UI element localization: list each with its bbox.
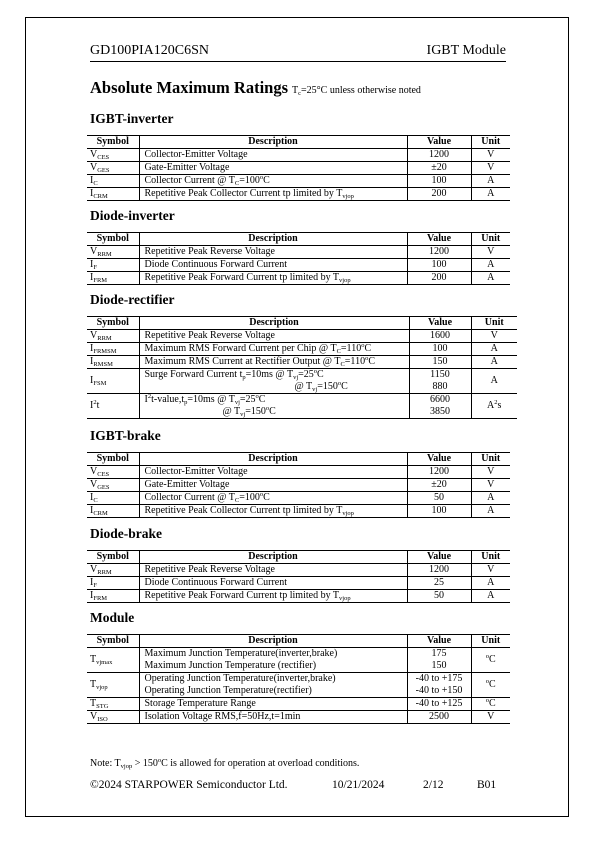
col-description: Description — [139, 233, 407, 246]
title-condition: $T_c=25^\circ C$ unless otherwise noted — [292, 85, 421, 97]
table-row — [87, 246, 510, 259]
footnote: Note: $T_{vjop} > 150^oC$ is allowed for operation at overload conditions. — [90, 757, 360, 770]
unit-cell: A — [471, 272, 510, 285]
col-description: Description — [139, 317, 409, 330]
footer-revision: B01 — [477, 779, 497, 791]
symbol-cell: $V_{RRM}$ — [87, 246, 139, 259]
description-cell: Repetitive Peak Forward Current tp limited by $T_{vjop}$ — [139, 272, 407, 285]
col-description: Description — [139, 136, 407, 149]
value-cell: 150 — [409, 356, 471, 369]
table-row — [87, 369, 517, 394]
value-cell: 1200 — [407, 246, 471, 259]
symbol-cell: $T_{vjop}$ — [87, 673, 139, 698]
symbol-cell: $I_F$ — [87, 577, 139, 590]
symbol-cell: $V_{RRM}$ — [87, 330, 139, 343]
part-number: GD100PIA120C6SN — [90, 43, 210, 58]
description-cell: Collector Current @ $T_C=100^oC$ — [139, 492, 407, 505]
description-cell: Diode Continuous Forward Current — [139, 259, 407, 272]
col-value: Value — [407, 635, 471, 648]
value-cell: 1200 — [407, 149, 471, 162]
col-symbol: Symbol — [87, 136, 139, 149]
col-symbol: Symbol — [87, 317, 139, 330]
value-cell: 2500 — [407, 711, 471, 724]
unit-cell: V — [471, 711, 510, 724]
description-cell: $I^2t-value,t_p=10ms$ @ $T_{vj}=25^oC$ @ $T_{vj}=150^oC$ — [139, 394, 409, 419]
table-row — [87, 479, 510, 492]
description-cell: Repetitive Peak Reverse Voltage — [139, 564, 407, 577]
col-description: Description — [139, 635, 407, 648]
value-cell: 6600 3850 — [409, 394, 471, 419]
description-cell: Gate-Emitter Voltage — [139, 162, 407, 175]
description-cell: Isolation Voltage RMS,f=50Hz,t=1min — [139, 711, 407, 724]
unit-cell: $A^2s$ — [471, 394, 517, 419]
unit-cell: A — [471, 356, 517, 369]
table-row — [87, 590, 510, 603]
col-symbol: Symbol — [87, 551, 139, 564]
unit-cell: V — [471, 479, 510, 492]
value-cell: ±20 — [407, 162, 471, 175]
value-cell: 200 — [407, 272, 471, 285]
description-cell: Maximum RMS Forward Current per Chip @ $T_C=110^oC$ — [139, 343, 409, 356]
table-row — [87, 673, 510, 698]
unit-cell: A — [471, 590, 510, 603]
value-cell: ±20 — [407, 479, 471, 492]
unit-cell: A — [471, 492, 510, 505]
unit-cell: $^o$C — [471, 698, 510, 711]
table-row — [87, 564, 510, 577]
table-row — [87, 711, 510, 724]
unit-cell: V — [471, 162, 510, 175]
description-cell: Collector Current @ $T_C=100^oC$ — [139, 175, 407, 188]
table-row — [87, 343, 517, 356]
table-row — [87, 188, 510, 201]
symbol-cell: $I_{FRM}$ — [87, 590, 139, 603]
col-unit: Unit — [471, 635, 510, 648]
title-main: Absolute Maximum Ratings — [90, 78, 289, 97]
col-description: Description — [139, 551, 407, 564]
symbol-cell: $V_{GES}$ — [87, 479, 139, 492]
table-row — [87, 394, 517, 419]
col-value: Value — [407, 136, 471, 149]
table-row — [87, 698, 510, 711]
table-header-row — [87, 233, 510, 246]
table-row — [87, 330, 517, 343]
unit-cell: V — [471, 246, 510, 259]
unit-cell: A — [471, 259, 510, 272]
value-cell: 1200 — [407, 564, 471, 577]
col-unit: Unit — [471, 453, 510, 466]
value-cell: -40 to +175 -40 to +150 — [407, 673, 471, 698]
unit-cell: A — [471, 188, 510, 201]
col-value: Value — [407, 551, 471, 564]
table-row — [87, 577, 510, 590]
table-row — [87, 356, 517, 369]
description-cell: Repetitive Peak Collector Current tp limited by $T_{vjop}$ — [139, 505, 407, 518]
value-cell: -40 to +125 — [407, 698, 471, 711]
symbol-cell: $I_{FSM}$ — [87, 369, 139, 394]
symbol-cell: $I_{RMSM}$ — [87, 356, 139, 369]
footer-copyright: ©2024 STARPOWER Semiconductor Ltd. — [90, 779, 288, 791]
description-cell: Storage Temperature Range — [139, 698, 407, 711]
table-header-row — [87, 551, 510, 564]
col-value: Value — [407, 453, 471, 466]
description-cell: Maximum RMS Current at Rectifier Output @ $T_C=110^oC$ — [139, 356, 409, 369]
table-igbt-inverter — [87, 135, 510, 201]
symbol-cell: $V_{CES}$ — [87, 149, 139, 162]
symbol-cell: $I_{CRM}$ — [87, 505, 139, 518]
description-cell: Collector-Emitter Voltage — [139, 149, 407, 162]
section-diode-inverter: Diode-inverter — [90, 208, 175, 223]
symbol-cell: $I_{FRMSM}$ — [87, 343, 139, 356]
table-header-row — [87, 136, 510, 149]
unit-cell: V — [471, 466, 510, 479]
unit-cell: $^o$C — [471, 648, 510, 673]
value-cell: 25 — [407, 577, 471, 590]
table-row — [87, 149, 510, 162]
description-cell: Diode Continuous Forward Current — [139, 577, 407, 590]
value-cell: 175 150 — [407, 648, 471, 673]
description-cell: Repetitive Peak Forward Current tp limited by $T_{vjop}$ — [139, 590, 407, 603]
unit-cell: V — [471, 149, 510, 162]
unit-cell: V — [471, 564, 510, 577]
col-unit: Unit — [471, 317, 517, 330]
unit-cell: $^o$C — [471, 673, 510, 698]
footer-date: 10/21/2024 — [332, 779, 385, 791]
table-row — [87, 492, 510, 505]
symbol-cell: $V_{ISO}$ — [87, 711, 139, 724]
section-diode-brake: Diode-brake — [90, 526, 162, 541]
value-cell: 1600 — [409, 330, 471, 343]
section-diode-rectifier: Diode-rectifier — [90, 292, 175, 307]
description-cell: Gate-Emitter Voltage — [139, 479, 407, 492]
col-unit: Unit — [471, 551, 510, 564]
symbol-cell: $V_{RRM}$ — [87, 564, 139, 577]
table-header-row — [87, 453, 510, 466]
unit-cell: V — [471, 330, 517, 343]
description-cell: Maximum Junction Temperature(inverter,brake) Maximum Junction Temperature (rectifier) — [139, 648, 407, 673]
description-cell: Repetitive Peak Collector Current tp limited by $T_{vjop}$ — [139, 188, 407, 201]
col-value: Value — [407, 233, 471, 246]
symbol-cell: $T_{STG}$ — [87, 698, 139, 711]
table-row — [87, 466, 510, 479]
table-header-row — [87, 635, 510, 648]
col-unit: Unit — [471, 233, 510, 246]
table-diode-rectifier — [87, 316, 517, 419]
symbol-cell: $I^2t$ — [87, 394, 139, 419]
value-cell: 50 — [407, 492, 471, 505]
table-diode-inverter — [87, 232, 510, 285]
col-unit: Unit — [471, 136, 510, 149]
symbol-cell: $T_{vjmax}$ — [87, 648, 139, 673]
unit-cell: A — [471, 343, 517, 356]
page-title — [90, 78, 421, 98]
table-module — [87, 634, 510, 724]
page-header — [90, 43, 506, 62]
value-cell: 1150 880 — [409, 369, 471, 394]
unit-cell: A — [471, 369, 517, 394]
section-igbt-inverter: IGBT-inverter — [90, 111, 174, 126]
section-igbt-brake: IGBT-brake — [90, 428, 161, 443]
table-row — [87, 259, 510, 272]
product-type: IGBT Module — [426, 43, 506, 58]
section-module: Module — [90, 610, 135, 625]
table-row — [87, 162, 510, 175]
table-igbt-brake — [87, 452, 510, 518]
col-symbol: Symbol — [87, 453, 139, 466]
symbol-cell: $I_{FRM}$ — [87, 272, 139, 285]
value-cell: 50 — [407, 590, 471, 603]
col-value: Value — [409, 317, 471, 330]
table-row — [87, 272, 510, 285]
value-cell: 100 — [407, 259, 471, 272]
symbol-cell: $V_{CES}$ — [87, 466, 139, 479]
value-cell: 100 — [407, 505, 471, 518]
col-symbol: Symbol — [87, 635, 139, 648]
footer-page-number: 2/12 — [423, 779, 444, 791]
symbol-cell: $V_{GES}$ — [87, 162, 139, 175]
unit-cell: A — [471, 505, 510, 518]
description-cell: Operating Junction Temperature(inverter,brake) Operating Junction Temperature(rectifier) — [139, 673, 407, 698]
symbol-cell: $I_F$ — [87, 259, 139, 272]
table-row — [87, 648, 510, 673]
value-cell: 1200 — [407, 466, 471, 479]
value-cell: 100 — [409, 343, 471, 356]
table-row — [87, 505, 510, 518]
table-row — [87, 175, 510, 188]
description-cell: Repetitive Peak Reverse Voltage — [139, 330, 409, 343]
value-cell: 100 — [407, 175, 471, 188]
unit-cell: A — [471, 577, 510, 590]
symbol-cell: $I_C$ — [87, 492, 139, 505]
description-cell: Repetitive Peak Reverse Voltage — [139, 246, 407, 259]
value-cell: 200 — [407, 188, 471, 201]
col-description: Description — [139, 453, 407, 466]
unit-cell: A — [471, 175, 510, 188]
description-cell: Surge Forward Current $t_p=10ms$ @ $T_{vj}=25^oC$ @ $T_{vj}=150^oC$ — [139, 369, 409, 394]
symbol-cell: $I_{CRM}$ — [87, 188, 139, 201]
description-cell: Collector-Emitter Voltage — [139, 466, 407, 479]
table-diode-brake — [87, 550, 510, 603]
symbol-cell: $I_C$ — [87, 175, 139, 188]
table-header-row — [87, 317, 517, 330]
col-symbol: Symbol — [87, 233, 139, 246]
